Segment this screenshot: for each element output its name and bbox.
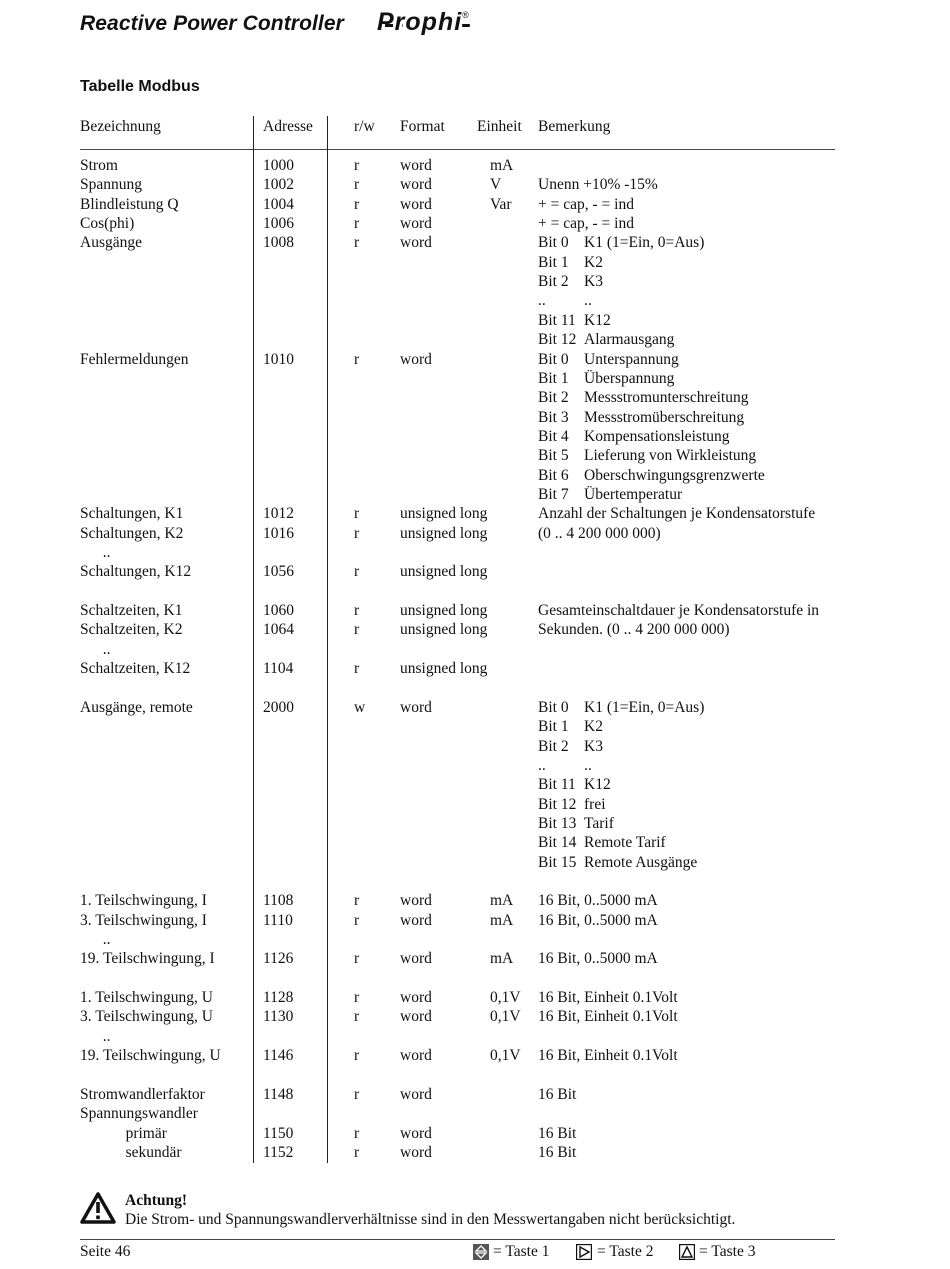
cell-bezeichnung: Spannungswandler (80, 1105, 198, 1123)
cell-rw: r (354, 524, 360, 542)
up-arrow-key-icon (679, 1244, 695, 1260)
cell-rw: r (354, 621, 360, 639)
cell-rw: r (354, 176, 360, 194)
column-divider-2 (327, 116, 328, 1163)
cell-adresse: 1104 (263, 660, 294, 678)
warning-text: Die Strom- und Spannungswandlerverhältnisse sind in den Messwertangaben nicht berücksichtigt. (125, 1211, 736, 1228)
footer-divider (80, 1239, 835, 1240)
cell-einheit: 0,1V (490, 1008, 521, 1026)
cell-adresse: 1016 (263, 524, 294, 542)
cell-format: word (400, 215, 432, 233)
cell-rw: r (354, 1085, 360, 1103)
cell-bemerkung-bit: Bit 12 (538, 331, 577, 349)
cell-bemerkung-desc: Übertemperatur (584, 485, 683, 503)
cell-rw: r (354, 505, 360, 523)
cell-adresse: 1004 (263, 195, 294, 213)
cell-bemerkung-desc: Messstromunterschreitung (584, 389, 749, 407)
cell-einheit: 0,1V (490, 1047, 521, 1065)
column-header-format: Format (400, 118, 445, 135)
cell-bezeichnung: Strom (80, 157, 118, 174)
cell-bezeichnung: .. (102, 640, 111, 658)
cell-bezeichnung: Schaltungen, K1 (80, 505, 184, 523)
cell-bezeichnung: sekundär (125, 1143, 182, 1161)
cell-adresse: 1128 (263, 989, 294, 1007)
cell-bemerkung-desc: Alarmausgang (584, 331, 675, 349)
cell-adresse: 1010 (263, 350, 294, 368)
cell-einheit: mA (490, 950, 514, 968)
cell-bezeichnung: Schaltzeiten, K12 (80, 660, 191, 678)
cell-bemerkung-bit: Bit 0 (538, 698, 569, 716)
warning-title: Achtung! (125, 1192, 188, 1209)
cell-adresse: 2000 (263, 698, 294, 716)
cell-bezeichnung: Ausgänge, remote (80, 698, 193, 716)
cell-bemerkung: + = cap, - = ind (538, 195, 634, 213)
up-down-key-icon (473, 1244, 489, 1260)
cell-adresse: 1060 (263, 602, 294, 620)
cell-einheit: mA (490, 892, 514, 910)
cell-rw: r (354, 892, 360, 910)
cell-bemerkung-desc: K1 (1=Ein, 0=Aus) (584, 698, 705, 716)
cell-bemerkung-bit: Bit 2 (538, 737, 569, 755)
column-header-adresse: Adresse (263, 118, 313, 135)
cell-rw: r (354, 1047, 360, 1065)
cell-rw: r (354, 989, 360, 1007)
cell-bezeichnung: Cos(phi) (80, 215, 135, 233)
cell-bemerkung: 16 Bit, Einheit 0.1Volt (538, 1047, 678, 1065)
cell-adresse: 1148 (263, 1085, 294, 1103)
key-label-3: = Taste 3 (699, 1243, 756, 1260)
key-label-1: = Taste 1 (493, 1243, 550, 1260)
cell-bemerkung-desc: K12 (584, 776, 611, 794)
cell-bemerkung-desc: Remote Tarif (584, 834, 666, 852)
cell-adresse: 1012 (263, 505, 294, 523)
cell-bezeichnung: 3. Teilschwingung, U (80, 1008, 213, 1026)
cell-bemerkung: 16 Bit (538, 1124, 577, 1142)
cell-adresse: 1126 (263, 950, 294, 968)
cell-bemerkung-desc: Kompensationsleistung (584, 427, 730, 445)
cell-einheit: 0,1V (490, 989, 521, 1007)
cell-bemerkung-desc: Messstromüberschreitung (584, 408, 745, 426)
cell-einheit: mA (490, 157, 514, 174)
cell-adresse: 1000 (263, 157, 294, 174)
cell-bemerkung-desc: K3 (584, 273, 603, 291)
cell-bemerkung-bit: Bit 7 (538, 485, 569, 503)
cell-format: word (400, 1124, 432, 1142)
cell-bemerkung: 16 Bit (538, 1143, 577, 1161)
cell-bemerkung-desc: K2 (584, 718, 603, 736)
cell-bemerkung-bit: .. (538, 292, 546, 310)
cell-adresse: 1006 (263, 215, 294, 233)
cell-bezeichnung: Schaltzeiten, K2 (80, 621, 183, 639)
cell-bemerkung: Anzahl der Schaltungen je Kondensatorstufe (538, 505, 816, 523)
cell-bemerkung-bit: Bit 13 (538, 814, 577, 832)
cell-format: word (400, 350, 432, 368)
header-divider (80, 149, 835, 150)
cell-bemerkung-bit: Bit 6 (538, 466, 569, 484)
cell-bezeichnung: .. (102, 1027, 111, 1045)
document-title: Reactive Power Controller (80, 12, 344, 35)
brand-logo: Prophi® (377, 8, 470, 36)
cell-rw: r (354, 350, 360, 368)
page-number: Seite 46 (80, 1243, 131, 1260)
cell-bemerkung-desc: Unterspannung (584, 350, 679, 368)
cell-format: word (400, 989, 432, 1007)
warning-icon (80, 1192, 116, 1224)
cell-bemerkung-bit: Bit 1 (538, 718, 569, 736)
cell-format: unsigned long (400, 660, 488, 678)
cell-format: word (400, 157, 432, 174)
cell-format: word (400, 892, 432, 910)
section-title: Tabelle Modbus (80, 78, 200, 95)
cell-format: word (400, 1085, 432, 1103)
cell-bezeichnung: 1. Teilschwingung, U (80, 989, 213, 1007)
cell-bemerkung: Unenn +10% -15% (538, 176, 658, 194)
cell-bemerkung: 16 Bit, 0..5000 mA (538, 950, 658, 968)
cell-bezeichnung: Ausgänge (80, 234, 142, 252)
cell-bemerkung-desc: frei (584, 795, 606, 813)
cell-adresse: 1002 (263, 176, 294, 194)
cell-bemerkung-bit: Bit 5 (538, 447, 569, 465)
cell-bemerkung: 16 Bit, 0..5000 mA (538, 892, 658, 910)
column-header-bezeichnung: Bezeichnung (80, 118, 161, 135)
cell-format: unsigned long (400, 563, 488, 581)
cell-bemerkung-desc: K12 (584, 311, 611, 329)
cell-bemerkung-desc: K2 (584, 253, 603, 271)
cell-rw: r (354, 234, 360, 252)
cell-rw: r (354, 215, 360, 233)
cell-rw: r (354, 911, 360, 929)
cell-bezeichnung: 1. Teilschwingung, I (80, 892, 207, 910)
cell-bezeichnung: Schaltungen, K2 (80, 524, 184, 542)
cell-rw: r (354, 195, 360, 213)
cell-bemerkung-desc: Überspannung (584, 369, 675, 387)
cell-bemerkung-bit: Bit 2 (538, 389, 569, 407)
cell-bemerkung-desc: Remote Ausgänge (584, 853, 698, 871)
cell-bemerkung-bit: Bit 11 (538, 776, 576, 794)
cell-bemerkung-desc: Tarif (584, 814, 614, 832)
cell-adresse: 1108 (263, 892, 294, 910)
cell-bemerkung-bit: Bit 1 (538, 253, 569, 271)
cell-bemerkung: 16 Bit, Einheit 0.1Volt (538, 989, 678, 1007)
cell-bemerkung: Gesamteinschaltdauer je Kondensatorstufe in (538, 602, 820, 620)
cell-format: word (400, 1008, 432, 1026)
cell-format: word (400, 1143, 432, 1161)
column-header-rw: r/w (354, 118, 375, 135)
cell-bezeichnung: 19. Teilschwingung, I (80, 950, 215, 968)
cell-einheit: V (490, 176, 502, 194)
cell-bezeichnung: 19. Teilschwingung, U (80, 1047, 221, 1065)
cell-format: word (400, 911, 432, 929)
cell-bemerkung: 16 Bit, Einheit 0.1Volt (538, 1008, 678, 1026)
cell-bemerkung-bit: Bit 2 (538, 273, 569, 291)
cell-rw: r (354, 660, 360, 678)
cell-adresse: 1150 (263, 1124, 294, 1142)
cell-bezeichnung: Blindleistung Q (80, 195, 179, 213)
cell-bemerkung: + = cap, - = ind (538, 215, 634, 233)
cell-adresse: 1110 (263, 911, 293, 929)
right-arrow-key-icon (576, 1244, 592, 1260)
cell-bemerkung: (0 .. 4 200 000 000) (538, 524, 661, 542)
cell-bemerkung-bit: Bit 15 (538, 853, 577, 871)
cell-rw: r (354, 1008, 360, 1026)
cell-bezeichnung: Spannung (80, 176, 142, 194)
cell-bemerkung-desc: K3 (584, 737, 603, 755)
cell-bemerkung-desc: .. (584, 292, 592, 310)
cell-adresse: 1064 (263, 621, 294, 639)
cell-bemerkung-bit: Bit 4 (538, 427, 569, 445)
cell-bemerkung: Sekunden. (0 .. 4 200 000 000) (538, 621, 730, 639)
key-label-2: = Taste 2 (597, 1243, 654, 1260)
cell-format: unsigned long (400, 524, 488, 542)
cell-adresse: 1056 (263, 563, 294, 581)
cell-bezeichnung: Fehlermeldungen (80, 350, 189, 368)
column-divider-1 (253, 116, 254, 1163)
cell-rw: r (354, 157, 360, 174)
cell-bemerkung-desc: Oberschwingungsgrenzwerte (584, 466, 765, 484)
cell-bemerkung-desc: Lieferung von Wirkleistung (584, 447, 757, 465)
column-header-bemerkung: Bemerkung (538, 118, 611, 135)
cell-format: word (400, 176, 432, 194)
cell-format: unsigned long (400, 621, 488, 639)
cell-format: word (400, 234, 432, 252)
cell-bemerkung-desc: .. (584, 756, 592, 774)
cell-bemerkung-bit: Bit 14 (538, 834, 577, 852)
cell-rw: r (354, 950, 360, 968)
cell-rw: r (354, 1124, 360, 1142)
cell-format: word (400, 1047, 432, 1065)
column-header-einheit: Einheit (477, 118, 522, 135)
cell-bezeichnung: 3. Teilschwingung, I (80, 911, 207, 929)
cell-einheit: mA (490, 911, 514, 929)
cell-rw: r (354, 1143, 360, 1161)
cell-bezeichnung: Schaltungen, K12 (80, 563, 192, 581)
cell-format: unsigned long (400, 602, 488, 620)
cell-rw: r (354, 563, 360, 581)
cell-bezeichnung: primär (125, 1124, 167, 1142)
cell-rw: r (354, 602, 360, 620)
cell-adresse: 1008 (263, 234, 294, 252)
cell-bemerkung-bit: .. (538, 756, 546, 774)
cell-bezeichnung: .. (102, 931, 111, 948)
cell-bemerkung-bit: Bit 12 (538, 795, 577, 813)
cell-format: word (400, 950, 432, 968)
cell-bemerkung-bit: Bit 3 (538, 408, 569, 426)
cell-bemerkung: 16 Bit, 0..5000 mA (538, 911, 658, 929)
cell-format: word (400, 698, 432, 716)
cell-rw: w (354, 698, 366, 716)
cell-adresse: 1130 (263, 1008, 294, 1026)
cell-adresse: 1146 (263, 1047, 294, 1065)
cell-bemerkung-bit: Bit 0 (538, 234, 569, 252)
cell-bezeichnung: .. (102, 544, 111, 561)
cell-format: unsigned long (400, 505, 488, 523)
cell-bezeichnung: Schaltzeiten, K1 (80, 602, 183, 620)
cell-bemerkung: 16 Bit (538, 1085, 577, 1103)
cell-adresse: 1152 (263, 1143, 294, 1161)
cell-bemerkung-bit: Bit 11 (538, 311, 576, 329)
cell-bemerkung-bit: Bit 1 (538, 369, 569, 387)
cell-einheit: Var (490, 195, 512, 213)
cell-bezeichnung: Stromwandlerfaktor (80, 1085, 205, 1103)
cell-bemerkung-bit: Bit 0 (538, 350, 569, 368)
cell-bemerkung-desc: K1 (1=Ein, 0=Aus) (584, 234, 705, 252)
cell-format: word (400, 195, 432, 213)
